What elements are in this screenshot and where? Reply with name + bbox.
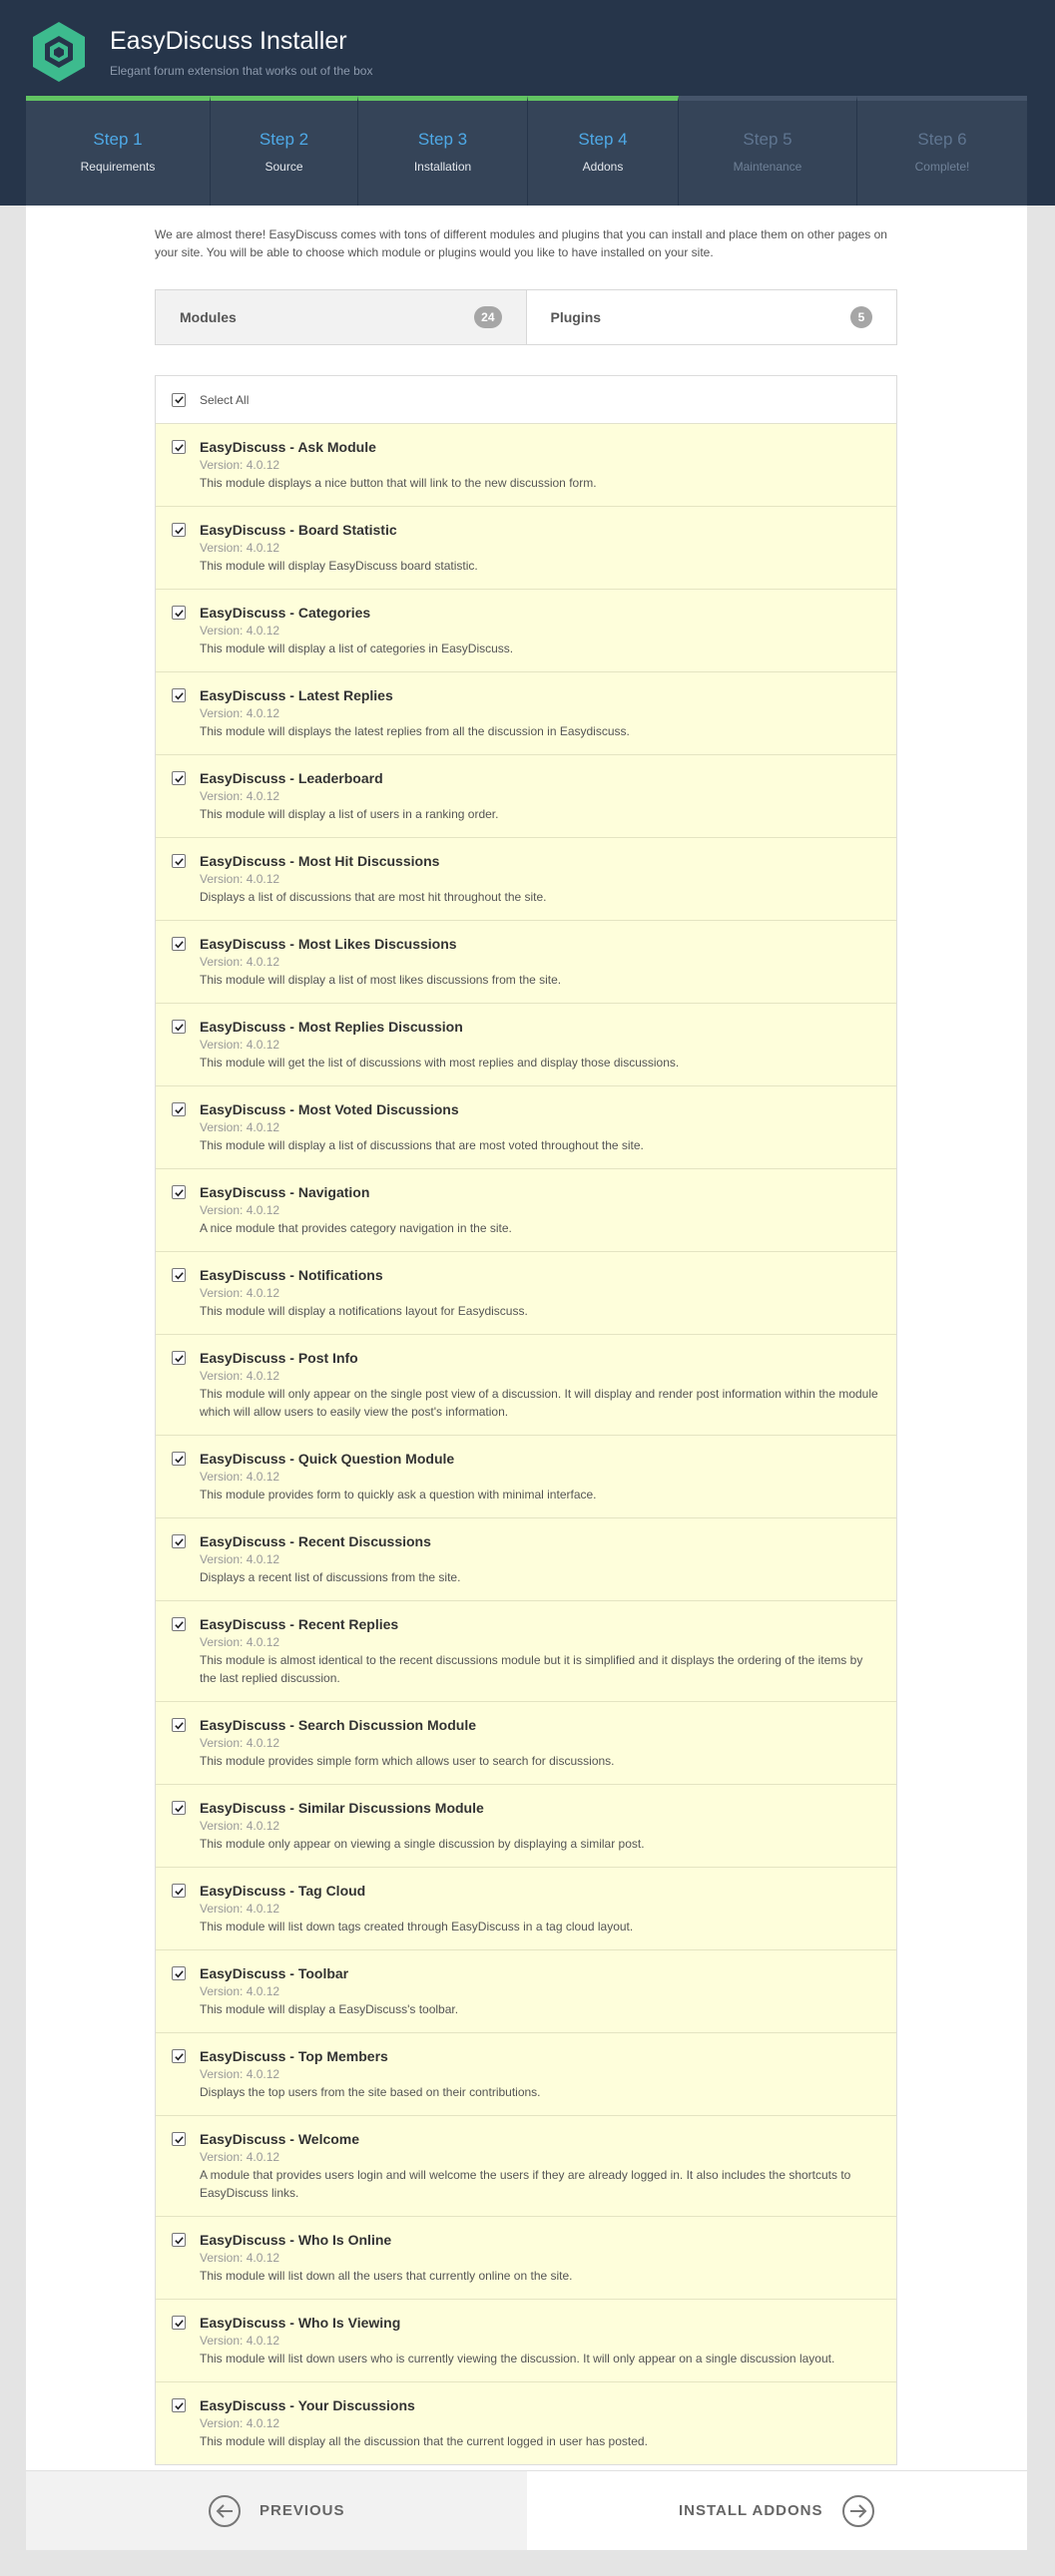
step-maintenance: [679, 96, 857, 206]
module-info: [200, 604, 513, 657]
module-checkbox[interactable]: [172, 2233, 186, 2247]
module-version: Version: 4.0.12: [200, 1552, 280, 1566]
app-subtitle: Elegant forum extension that works out of the box: [110, 64, 373, 78]
module-item: [156, 672, 896, 755]
module-name: EasyDiscuss - Who Is Online: [200, 2232, 392, 2248]
module-item: [156, 1252, 896, 1335]
addon-tabs: [155, 289, 897, 345]
checkmark-icon: [174, 1536, 185, 1547]
wizard-footer: [26, 2470, 1027, 2550]
module-name: EasyDiscuss - Ask Module: [200, 439, 376, 455]
module-description: This module will list down all the users that currently online on the site.: [200, 2269, 573, 2283]
previous-label: PREVIOUS: [259, 2502, 345, 2519]
module-item: [156, 1004, 896, 1086]
hexagon-logo-icon: [30, 20, 88, 84]
module-description: This module will display all the discussion that the current logged in user has posted.: [200, 2434, 648, 2448]
module-description: This module will display a notifications layout for Easydiscuss.: [200, 1304, 528, 1318]
module-item: [156, 838, 896, 921]
step-title: Step 2: [259, 130, 309, 149]
module-description: A nice module that provides category navigation in the site.: [200, 1221, 512, 1235]
intro-text: We are almost there! EasyDiscuss comes with tons of different modules and plugins that you can install and place them on other pages on your site. You will be able to choose which module or plugins would you like to have installed on your site.: [155, 227, 887, 259]
step-addons: [528, 96, 679, 206]
module-name: EasyDiscuss - Recent Discussions: [200, 1533, 431, 1549]
install-addons-button[interactable]: [527, 2471, 1028, 2550]
checkmark-icon: [174, 1187, 185, 1198]
module-checkbox[interactable]: [172, 1966, 186, 1980]
module-info: [200, 2314, 834, 2367]
step-source: [211, 96, 358, 206]
module-version: Version: 4.0.12: [200, 1984, 280, 1998]
module-version: Version: 4.0.12: [200, 624, 280, 638]
module-item: [156, 755, 896, 838]
module-info: [200, 2130, 880, 2202]
module-version: Version: 4.0.12: [200, 1819, 280, 1833]
module-version: Version: 4.0.12: [200, 2067, 280, 2081]
module-description: This module displays a nice button that will link to the new discussion form.: [200, 476, 597, 490]
module-info: [200, 1349, 880, 1421]
module-checkbox[interactable]: [172, 1020, 186, 1034]
step-label: Maintenance: [733, 160, 802, 174]
module-version: Version: 4.0.12: [200, 1470, 280, 1484]
module-info: [200, 438, 597, 492]
module-info: [200, 769, 498, 823]
select-all-row: [156, 376, 896, 424]
module-name: EasyDiscuss - Navigation: [200, 1184, 370, 1200]
module-list: [155, 375, 897, 2465]
module-description: This module only appear on viewing a single discussion by displaying a similar post.: [200, 1837, 645, 1851]
module-description: A module that provides users login and will welcome the users if they are already logged in. It also includes the shortcuts to EasyDiscuss links.: [200, 2168, 851, 2200]
module-version: Version: 4.0.12: [200, 1635, 280, 1649]
module-item: [156, 424, 896, 507]
checkmark-icon: [174, 442, 185, 453]
app-title: EasyDiscuss Installer: [110, 27, 347, 55]
module-info: [200, 935, 561, 989]
module-checkbox[interactable]: [172, 937, 186, 951]
module-info: [200, 1183, 512, 1237]
checkmark-icon: [174, 1270, 185, 1281]
module-version: Version: 4.0.12: [200, 1736, 280, 1750]
module-info: [200, 2047, 541, 2101]
step-progress: [26, 96, 1027, 206]
module-version: Version: 4.0.12: [200, 2251, 280, 2265]
step-title: Step 3: [417, 130, 468, 149]
module-item: [156, 2217, 896, 2300]
module-item: [156, 590, 896, 672]
module-item: [156, 1950, 896, 2033]
step-label: Addons: [582, 160, 624, 174]
module-description: This module will display a list of discussions that are most voted throughout the site.: [200, 1138, 644, 1152]
module-item: [156, 1518, 896, 1601]
module-version: Version: 4.0.12: [200, 2334, 280, 2348]
module-name: EasyDiscuss - Categories: [200, 605, 371, 621]
module-item: [156, 1868, 896, 1950]
module-version: Version: 4.0.12: [200, 1120, 280, 1134]
module-description: Displays the top users from the site based on their contributions.: [200, 2085, 541, 2099]
module-checkbox[interactable]: [172, 606, 186, 620]
module-description: Displays a recent list of discussions from the site.: [200, 1570, 461, 1584]
module-info: [200, 2396, 648, 2450]
checkmark-icon: [174, 1353, 185, 1364]
module-item: [156, 2300, 896, 2382]
checkmark-icon: [174, 1104, 185, 1115]
module-item: [156, 2382, 896, 2464]
step-requirements: [26, 96, 211, 206]
module-name: EasyDiscuss - Similar Discussions Module: [200, 1800, 484, 1816]
module-name: EasyDiscuss - Notifications: [200, 1267, 383, 1283]
module-name: EasyDiscuss - Tag Cloud: [200, 1883, 366, 1899]
module-description: This module will get the list of discussions with most replies and display those discussions.: [200, 1056, 680, 1070]
module-name: EasyDiscuss - Who Is Viewing: [200, 2315, 401, 2331]
checkmark-icon: [174, 608, 185, 619]
checkmark-icon: [174, 1720, 185, 1731]
module-version: Version: 4.0.12: [200, 2150, 280, 2164]
checkmark-icon: [174, 1454, 185, 1465]
module-info: [200, 1615, 880, 1687]
step-title: Step 1: [93, 130, 143, 149]
module-name: EasyDiscuss - Most Voted Discussions: [200, 1101, 459, 1117]
checkmark-icon: [174, 394, 185, 405]
module-info: [200, 1450, 597, 1503]
module-name: EasyDiscuss - Most Likes Discussions: [200, 936, 457, 952]
module-checkbox[interactable]: [172, 688, 186, 702]
module-version: Version: 4.0.12: [200, 872, 280, 886]
checkmark-icon: [174, 2318, 185, 2329]
step-title: Step 5: [743, 130, 792, 149]
step-label: Complete!: [914, 160, 970, 174]
module-item: [156, 1436, 896, 1518]
module-checkbox[interactable]: [172, 2132, 186, 2146]
module-description: This module provides simple form which allows user to search for discussions.: [200, 1754, 615, 1768]
module-info: [200, 1266, 528, 1320]
checkmark-icon: [174, 1619, 185, 1630]
step-label: Installation: [413, 160, 472, 174]
module-info: [200, 1716, 615, 1770]
module-checkbox[interactable]: [172, 2316, 186, 2330]
module-info: [200, 1100, 644, 1154]
module-name: EasyDiscuss - Welcome: [200, 2131, 360, 2147]
step-label: Source: [264, 160, 303, 174]
module-name: EasyDiscuss - Most Hit Discussions: [200, 853, 440, 869]
module-info: [200, 1018, 679, 1072]
checkmark-icon: [174, 2134, 185, 2145]
module-description: This module will displays the latest replies from all the discussion in Easydiscuss.: [200, 724, 630, 738]
step-complete: [857, 96, 1027, 206]
module-checkbox[interactable]: [172, 1534, 186, 1548]
module-version: Version: 4.0.12: [200, 2416, 280, 2430]
module-item: [156, 1086, 896, 1169]
install-label: INSTALL ADDONS: [678, 2502, 823, 2519]
tab-plugins[interactable]: [527, 290, 897, 344]
checkmark-icon: [174, 1886, 185, 1897]
step-title: Step 6: [917, 130, 967, 149]
module-item: [156, 1169, 896, 1252]
module-name: EasyDiscuss - Most Replies Discussion: [200, 1019, 463, 1035]
module-name: EasyDiscuss - Toolbar: [200, 1965, 349, 1981]
module-description: This module will only appear on the single post view of a discussion. It will display and render post information within the module which will allow users to easily view the post's information.: [200, 1387, 878, 1419]
module-name: EasyDiscuss - Recent Replies: [200, 1616, 399, 1632]
module-description: This module will display a list of most likes discussions from the site.: [200, 973, 562, 987]
module-checkbox[interactable]: [172, 2049, 186, 2063]
step-title: Step 4: [578, 130, 628, 149]
module-description: This module will list down tags created through EasyDiscuss in a tag cloud layout.: [200, 1920, 634, 1933]
module-checkbox[interactable]: [172, 523, 186, 537]
module-description: This module will list down users who is currently viewing the discussion. It will only appear on a single discussion layout.: [200, 2352, 835, 2365]
tab-modules[interactable]: [156, 290, 527, 344]
checkmark-icon: [174, 690, 185, 701]
module-info: [200, 1882, 633, 1935]
module-checkbox[interactable]: [172, 1718, 186, 1732]
module-description: This module will display a list of categories in EasyDiscuss.: [200, 642, 514, 655]
arrow-left-circle-icon: [208, 2494, 242, 2528]
checkmark-icon: [174, 1022, 185, 1033]
tab-label: Plugins: [550, 309, 602, 325]
count-badge: 24: [474, 306, 501, 328]
module-checkbox[interactable]: [172, 1617, 186, 1631]
module-info: [200, 686, 630, 740]
module-name: EasyDiscuss - Board Statistic: [200, 522, 397, 538]
module-version: Version: 4.0.12: [200, 1902, 280, 1916]
brand: [30, 14, 372, 90]
module-info: [200, 2231, 573, 2285]
module-item: [156, 507, 896, 590]
module-version: Version: 4.0.12: [200, 1038, 280, 1052]
module-info: [200, 521, 478, 575]
module-checkbox[interactable]: [172, 1452, 186, 1466]
module-name: EasyDiscuss - Quick Question Module: [200, 1451, 455, 1467]
arrow-right-circle-icon: [841, 2494, 875, 2528]
module-version: Version: 4.0.12: [200, 1286, 280, 1300]
module-description: This module will display a list of users in a ranking order.: [200, 807, 499, 821]
module-name: EasyDiscuss - Search Discussion Module: [200, 1717, 476, 1733]
previous-button[interactable]: [26, 2471, 527, 2550]
module-item: [156, 1702, 896, 1785]
module-checkbox[interactable]: [172, 1102, 186, 1116]
module-version: Version: 4.0.12: [200, 458, 280, 472]
module-name: EasyDiscuss - Leaderboard: [200, 770, 383, 786]
module-checkbox[interactable]: [172, 1185, 186, 1199]
module-item: [156, 2116, 896, 2217]
module-description: This module will display EasyDiscuss board statistic.: [200, 559, 478, 573]
checkmark-icon: [174, 939, 185, 950]
select-all-checkbox[interactable]: [172, 393, 186, 407]
module-info: [200, 1799, 645, 1853]
module-item: [156, 2033, 896, 2116]
checkmark-icon: [174, 856, 185, 867]
module-checkbox[interactable]: [172, 1884, 186, 1898]
module-name: EasyDiscuss - Latest Replies: [200, 687, 393, 703]
module-item: [156, 1785, 896, 1868]
module-name: EasyDiscuss - Post Info: [200, 1350, 358, 1366]
checkmark-icon: [174, 773, 185, 784]
checkmark-icon: [174, 2400, 185, 2411]
module-checkbox[interactable]: [172, 2398, 186, 2412]
module-item: [156, 1601, 896, 1702]
module-checkbox[interactable]: [172, 854, 186, 868]
step-label: Requirements: [80, 160, 156, 174]
module-description: Displays a list of discussions that are most hit throughout the site.: [200, 890, 547, 904]
module-checkbox[interactable]: [172, 1351, 186, 1365]
step-installation: [358, 96, 528, 206]
module-name: EasyDiscuss - Top Members: [200, 2048, 388, 2064]
module-checkbox[interactable]: [172, 1801, 186, 1815]
checkmark-icon: [174, 2051, 185, 2062]
module-version: Version: 4.0.12: [200, 541, 280, 555]
module-version: Version: 4.0.12: [200, 1369, 280, 1383]
checkmark-icon: [174, 525, 185, 536]
module-description: This module will display a EasyDiscuss's toolbar.: [200, 2002, 459, 2016]
module-info: [200, 1532, 460, 1586]
module-version: Version: 4.0.12: [200, 1203, 280, 1217]
select-all-label: Select All: [200, 392, 250, 407]
module-version: Version: 4.0.12: [200, 706, 280, 720]
module-version: Version: 4.0.12: [200, 955, 280, 969]
content-panel: [26, 206, 1027, 2550]
module-checkbox[interactable]: [172, 440, 186, 454]
module-version: Version: 4.0.12: [200, 789, 280, 803]
module-info: [200, 852, 547, 906]
module-checkbox[interactable]: [172, 1268, 186, 1282]
count-badge: 5: [850, 306, 872, 328]
checkmark-icon: [174, 2235, 185, 2246]
module-item: [156, 1335, 896, 1436]
module-info: [200, 1964, 458, 2018]
module-name: EasyDiscuss - Your Discussions: [200, 2397, 415, 2413]
module-description: This module is almost identical to the recent discussions module but it is simplified and it displays the ordering of the items by the last replied discussion.: [200, 1653, 863, 1685]
checkmark-icon: [174, 1803, 185, 1814]
module-item: [156, 921, 896, 1004]
checkmark-icon: [174, 1968, 185, 1979]
module-description: This module provides form to quickly ask a question with minimal interface.: [200, 1488, 597, 1502]
module-checkbox[interactable]: [172, 771, 186, 785]
tab-label: Modules: [180, 309, 237, 325]
